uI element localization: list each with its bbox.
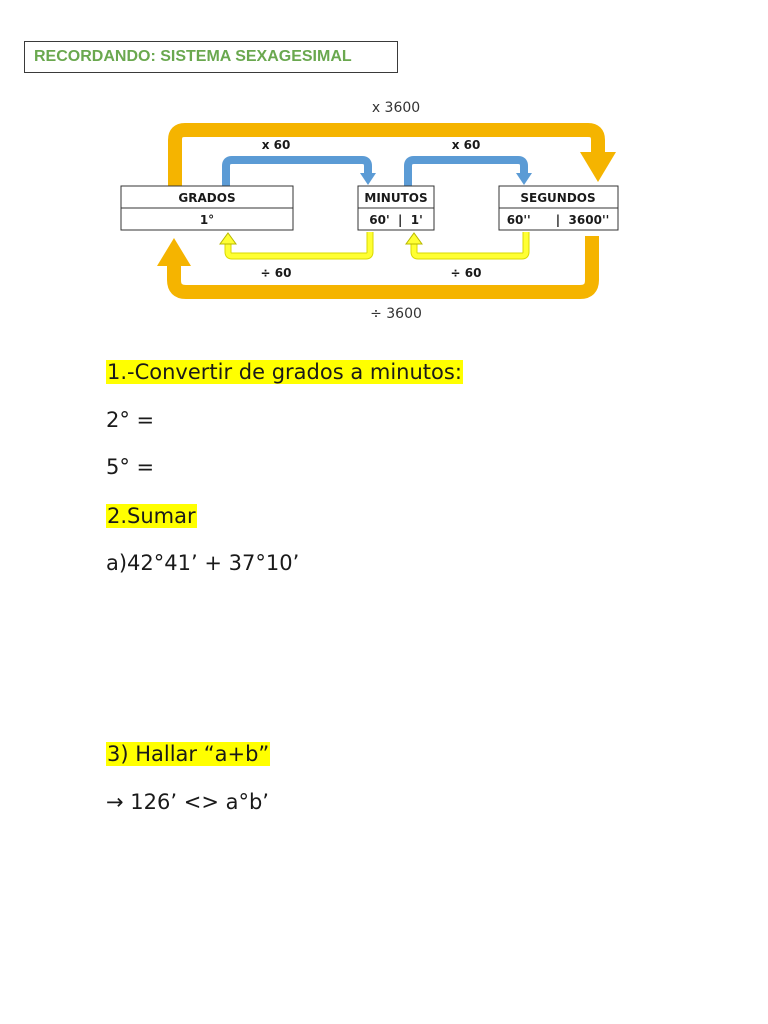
label-x60-left: x 60 xyxy=(261,138,291,152)
q2-item-a: a)42°41’ + 37°10’ xyxy=(106,551,300,575)
q1-item-b: 5° = xyxy=(106,455,155,479)
blue-arrowhead-left xyxy=(360,173,376,185)
yellow-arrow-right xyxy=(414,232,526,256)
label-div60-left: ÷ 60 xyxy=(260,266,292,280)
label-div3600: ÷ 3600 xyxy=(370,306,422,322)
box-segundos xyxy=(499,186,618,230)
q3-heading-line xyxy=(106,739,270,769)
box-segundos-name: SEGUNDOS xyxy=(520,191,596,205)
q3-item-a: 126’ <> a°b’ xyxy=(130,790,269,814)
sexagesimal-diagram xyxy=(0,90,768,330)
yellow-arrow-left xyxy=(228,232,370,256)
box-grados xyxy=(121,186,293,230)
yellow-arrowhead-right xyxy=(406,233,422,244)
box-grados-value: 1° xyxy=(199,213,215,227)
yellow-arrowhead-left xyxy=(220,233,236,244)
box-grados-name: GRADOS xyxy=(178,191,236,205)
box-minutos-value: 60' | 1' xyxy=(369,213,423,227)
box-minutos xyxy=(358,186,434,230)
box-segundos-value: 60'' | 3600'' xyxy=(506,213,610,227)
arrow-right-icon: → xyxy=(106,790,124,814)
blue-arrowhead-right xyxy=(516,173,532,185)
q1-heading: 1.-Convertir de grados a minutos: xyxy=(107,360,462,384)
outer-top-arrowhead xyxy=(580,152,616,182)
q2-heading-line xyxy=(106,501,197,531)
label-x3600: x 3600 xyxy=(371,100,421,116)
q2-heading: 2.Sumar xyxy=(107,504,196,528)
label-div60-right: ÷ 60 xyxy=(450,266,482,280)
label-x60-right: x 60 xyxy=(451,138,481,152)
q3-item-line xyxy=(106,787,269,817)
q3-heading: 3) Hallar “a+b” xyxy=(107,742,270,766)
q1-item-a: 2° = xyxy=(106,408,155,432)
page-title: RECORDANDO: SISTEMA SEXAGESIMAL xyxy=(24,41,398,73)
box-minutos-name: MINUTOS xyxy=(364,191,428,205)
q1-heading-line xyxy=(106,357,463,387)
blue-arrow-right xyxy=(408,160,524,186)
outer-bottom-arrowhead xyxy=(157,238,191,266)
blue-arrow-left xyxy=(226,160,368,186)
